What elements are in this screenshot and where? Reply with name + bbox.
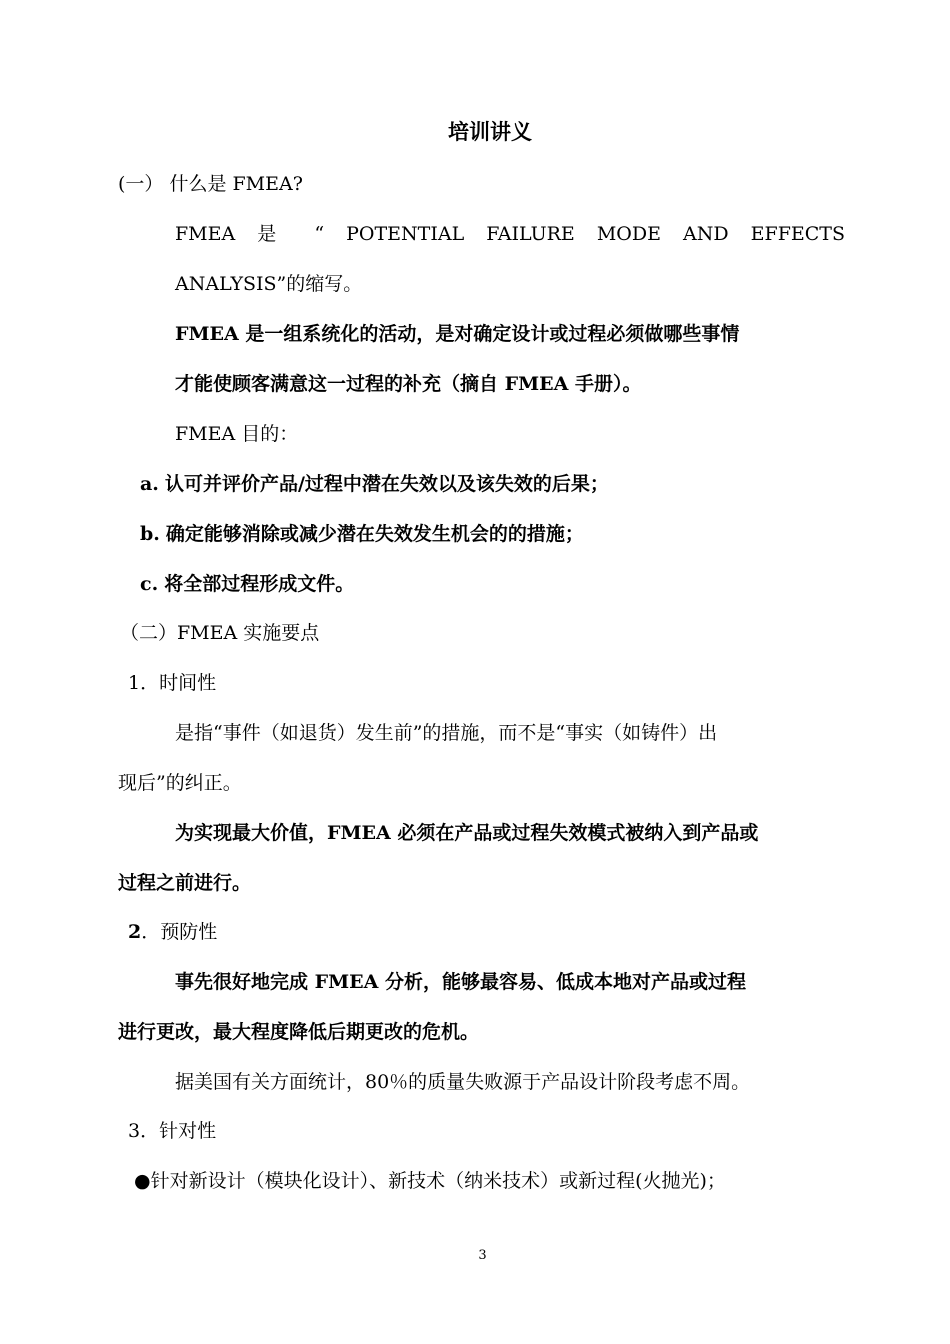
bullet-icon: ● [134,1170,151,1192]
point2-title: ．预防性 [141,921,218,943]
point1-para-line-1: 是指“事件（如退货）发生前”的措施，而不是“事实（如铸件）出 [175,722,718,744]
purpose-text: 将全部过程形成文件。 [164,573,355,595]
purpose-text: 认可并评价产品/过程中潜在失效以及该失效的后果； [164,473,609,495]
purpose-item-c [140,569,354,596]
definition-bold-line-1: FMEA 是一组系统化的活动，是对确定设计或过程必须做哪些事情 [175,323,740,345]
point3-bullet-text: 针对新设计（模块化设计）、新技术（纳米技术）或新过程(火抛光)； [150,1170,726,1192]
point2-heading [128,917,217,944]
definition-bold-line-2: 才能使顾客满意这一过程的补充（摘自 FMEA 手册）。 [175,373,642,395]
point2-bold-line-1: 事先很好地完成 FMEA 分析，能够最容易、低成本地对产品或过程 [175,971,746,993]
section1-heading: (一） 什么是 FMEA? [118,173,303,195]
point3-heading: 3．针对性 [128,1120,217,1142]
definition-line-2: ANALYSIS”的缩写。 [175,273,363,295]
purpose-label: b. [140,523,160,545]
purpose-heading: FMEA 目的： [175,423,299,445]
point1-bold-line-2: 过程之前进行。 [118,872,252,894]
purpose-label: c. [140,573,159,595]
purpose-label: a. [140,473,159,495]
point1-para-line-2: 现后”的纠正。 [118,772,242,794]
purpose-text: 确定能够消除或减少潜在失效发生机会的的措施； [165,523,584,545]
point2-number: 2 [128,921,142,943]
point3-bullet-item [134,1166,726,1193]
purpose-item-a [140,469,609,496]
definition-line-1: FMEA 是 “ POTENTIAL FAILURE MODE AND EFFECTS [175,223,845,245]
purpose-item-b [140,519,584,546]
point2-para: 据美国有关方面统计，80％的质量失败源于产品设计阶段考虑不周。 [175,1071,751,1093]
point1-heading: 1．时间性 [128,672,217,694]
point1-bold-line-1: 为实现最大价值，FMEA 必须在产品或过程失效模式被纳入到产品或 [175,822,759,844]
point2-bold-line-2: 进行更改，最大程度降低后期更改的危机。 [118,1021,480,1043]
section2-heading: （二）FMEA 实施要点 [120,622,320,644]
page-number: 3 [478,1248,487,1263]
page-title: 培训讲义 [448,119,532,144]
